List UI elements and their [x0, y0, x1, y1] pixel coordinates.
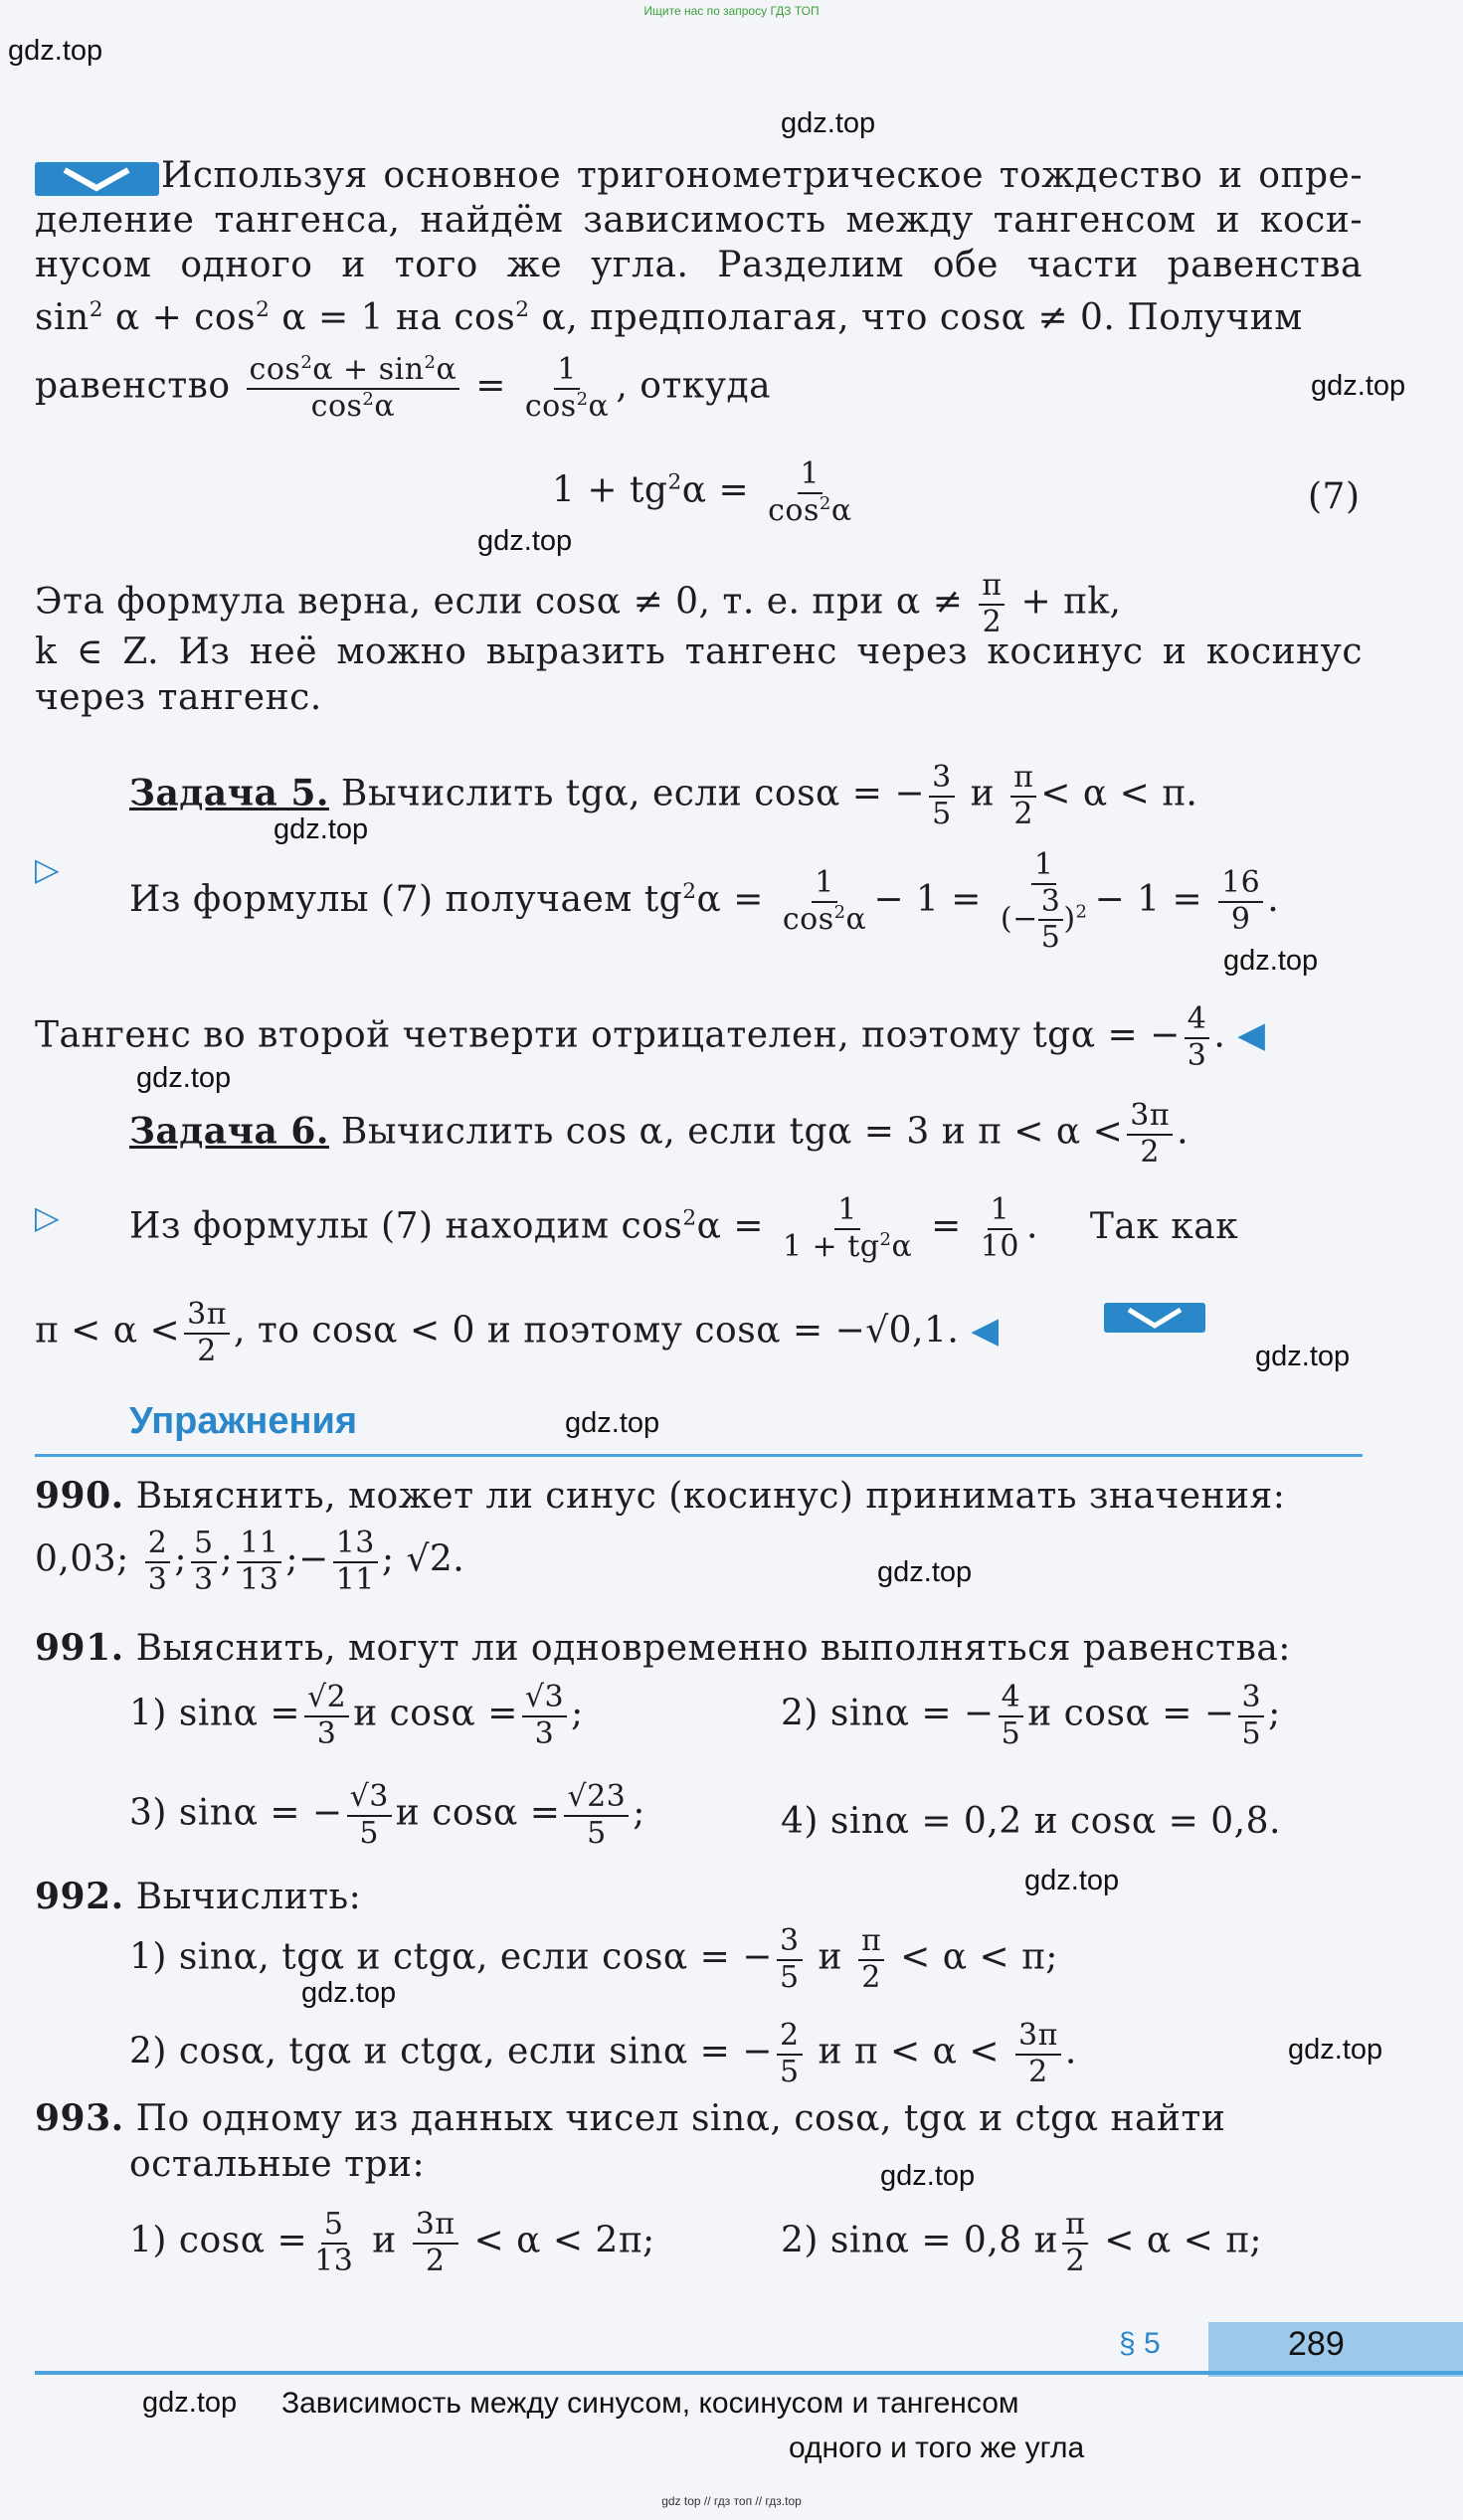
watermark: gdz.top [1223, 945, 1319, 977]
solution-triangle-icon: ▷ [35, 1198, 60, 1236]
exercise-992-2: 2) cosα, tgα и ctgα, если sinα = − $\frac{2}{5}$ и π < α < $\frac{3\pi}{2}$ . [129, 2018, 1077, 2089]
task6-statement: Задача 6. Вычислить cos α, если tgα = 3 и π < α < $\frac{3\pi}{2}$ . [129, 1098, 1189, 1170]
formula-7: $1 + tg^2\alpha$ = $\frac{1}{\cos^2\alpha}$ [552, 456, 852, 528]
chevron-marker-icon [35, 162, 159, 196]
exercise-993: 993. По одному из данных чисел sinα, cosα, tgα и ctgα найти [35, 2097, 1226, 2139]
footer-title: одного и того же угла [789, 2431, 1085, 2464]
section-number: § 5 [1119, 2327, 1161, 2360]
watermark: gdz.top [8, 35, 103, 67]
intro-line: $\sin^2 \alpha + \cos^2 \alpha = 1$ на $\cos^2 \alpha$, предполагая, что cosα ≠ 0. Получим [35, 297, 1303, 338]
watermark: gdz.top [781, 107, 876, 139]
end-triangle-icon: ◀ [971, 1310, 1000, 1351]
task6-solution: Из формулы (7) находим $\cos^2\alpha$ = $\frac{1}{1 + tg^2\alpha}$ = $\frac{1}{10}$ . Так как [129, 1192, 1239, 1264]
footer-title: Зависимость между синусом, косинусом и тангенсом [281, 2387, 1019, 2420]
exercise-993-text: остальные три: [129, 2144, 426, 2185]
intro-line: Эта формула верна, если cosα ≠ 0, т. е. при α ≠ $\frac{\pi}{2}$ + πk, [35, 568, 1122, 639]
exercise-992-1: 1) sinα, tgα и ctgα, если cosα = − $\frac{3}{5}$ и $\frac{\pi}{2}$ < α < π; [129, 1923, 1058, 1995]
solution-triangle-icon: ▷ [35, 850, 60, 888]
end-triangle-icon: ◀ [1237, 1014, 1266, 1056]
exercise-992: 992. Вычислить: [35, 1876, 362, 1917]
intro-line: деление тангенса, найдём зависимость между тангенсом и коси- [35, 200, 1363, 241]
exercise-991: 991. Выяснить, могут ли одновременно выполняться равенства: [35, 1627, 1291, 1669]
exercise-991-2: 2) sinα = − $\frac{4}{5}$ и cosα = − $\frac{3}{5}$ ; [781, 1680, 1281, 1751]
task5-answer: Тангенс во второй четверти отрицателен, поэтому tgα = − $\frac{4}{3}$ . ◀ [35, 1001, 1266, 1073]
exercise-990-values: 0,03; $\frac{2}{3}$ ; $\frac{5}{3}$ ; $\frac{11}{13}$ ;− $\frac{13}{11}$ ; √2. [35, 1526, 465, 1597]
watermark: gdz.top [1288, 2034, 1383, 2066]
exercise-991-4: 4) sinα = 0,2 и cosα = 0,8. [781, 1801, 1281, 1842]
watermark: gdz.top [274, 813, 369, 845]
watermark: gdz.top [1255, 1341, 1351, 1372]
exercise-993-2: 2) sinα = 0,8 и $\frac{\pi}{2}$ < α < π; [781, 2207, 1263, 2278]
intro-line: нусом одного и того же угла. Разделим обе части равенства [35, 245, 1363, 285]
intro-line: Используя основное тригонометрическое тождество и опре- [161, 155, 1363, 196]
watermark: gdz.top [877, 1556, 973, 1588]
watermark: gdz.top [565, 1407, 660, 1439]
task6-conclusion: π < α < $\frac{3\pi}{2}$ , то cosα < 0 и поэтому cosα = −√0,1. ◀ [35, 1297, 1000, 1368]
watermark: gdz.top [1024, 1865, 1120, 1896]
exercise-991-3: 3) sinα = − $\frac{√3}{5}$ и cosα = $\frac{√23}{5}$ ; [129, 1779, 645, 1851]
watermark: gdz.top [1311, 370, 1406, 402]
chevron-marker-icon [1104, 1303, 1205, 1333]
intro-equation: равенство $\frac{\cos^2\alpha + \sin^2\alpha}{\cos^2\alpha}$ = $\frac{1}{\cos^2\alpha}$ , откуда [35, 352, 772, 424]
bottom-banner: gdz top // гдз топ // гдз.top [661, 2494, 802, 2508]
intro-line: через тангенс. [35, 677, 322, 718]
footer-rule [35, 2371, 1463, 2375]
intro-line: k ∈ Z. Из неё можно выразить тангенс через косинус и косинус [35, 631, 1363, 672]
formula-number: (7) [1308, 476, 1361, 517]
exercise-993-1: 1) cosα = $\frac{5}{13}$ и $\frac{3\pi}{2}$ < α < 2π; [129, 2207, 655, 2278]
exercise-991-1: 1) sinα = $\frac{√2}{3}$ и cosα = $\frac{√3}{3}$ ; [129, 1680, 584, 1751]
task5-statement: Задача 5. Вычислить tgα, если cosα = − $\frac{3}{5}$ и $\frac{\pi}{2}$ < α < π. [129, 760, 1198, 831]
divider [35, 1454, 1363, 1457]
exercise-990: 990. Выяснить, может ли синус (косинус) принимать значения: [35, 1475, 1286, 1517]
exercises-heading: Упражнения [129, 1400, 358, 1442]
task5-solution: Из формулы (7) получаем $tg^2\alpha$ = $\frac{1}{\cos^2\alpha}$ − 1 = 1 (− $\frac{3}{5}$ )$^2$ − 1 = $\frac{16}{9}$ . [129, 847, 1280, 955]
watermark: gdz.top [301, 1977, 397, 2009]
top-banner: Ищите нас по запросу ГДЗ ТОП [643, 4, 820, 18]
watermark: gdz.top [142, 2387, 238, 2419]
watermark: gdz.top [477, 525, 573, 557]
page-number: 289 [1288, 2325, 1345, 2363]
watermark: gdz.top [136, 1062, 232, 1094]
watermark: gdz.top [880, 2160, 976, 2192]
